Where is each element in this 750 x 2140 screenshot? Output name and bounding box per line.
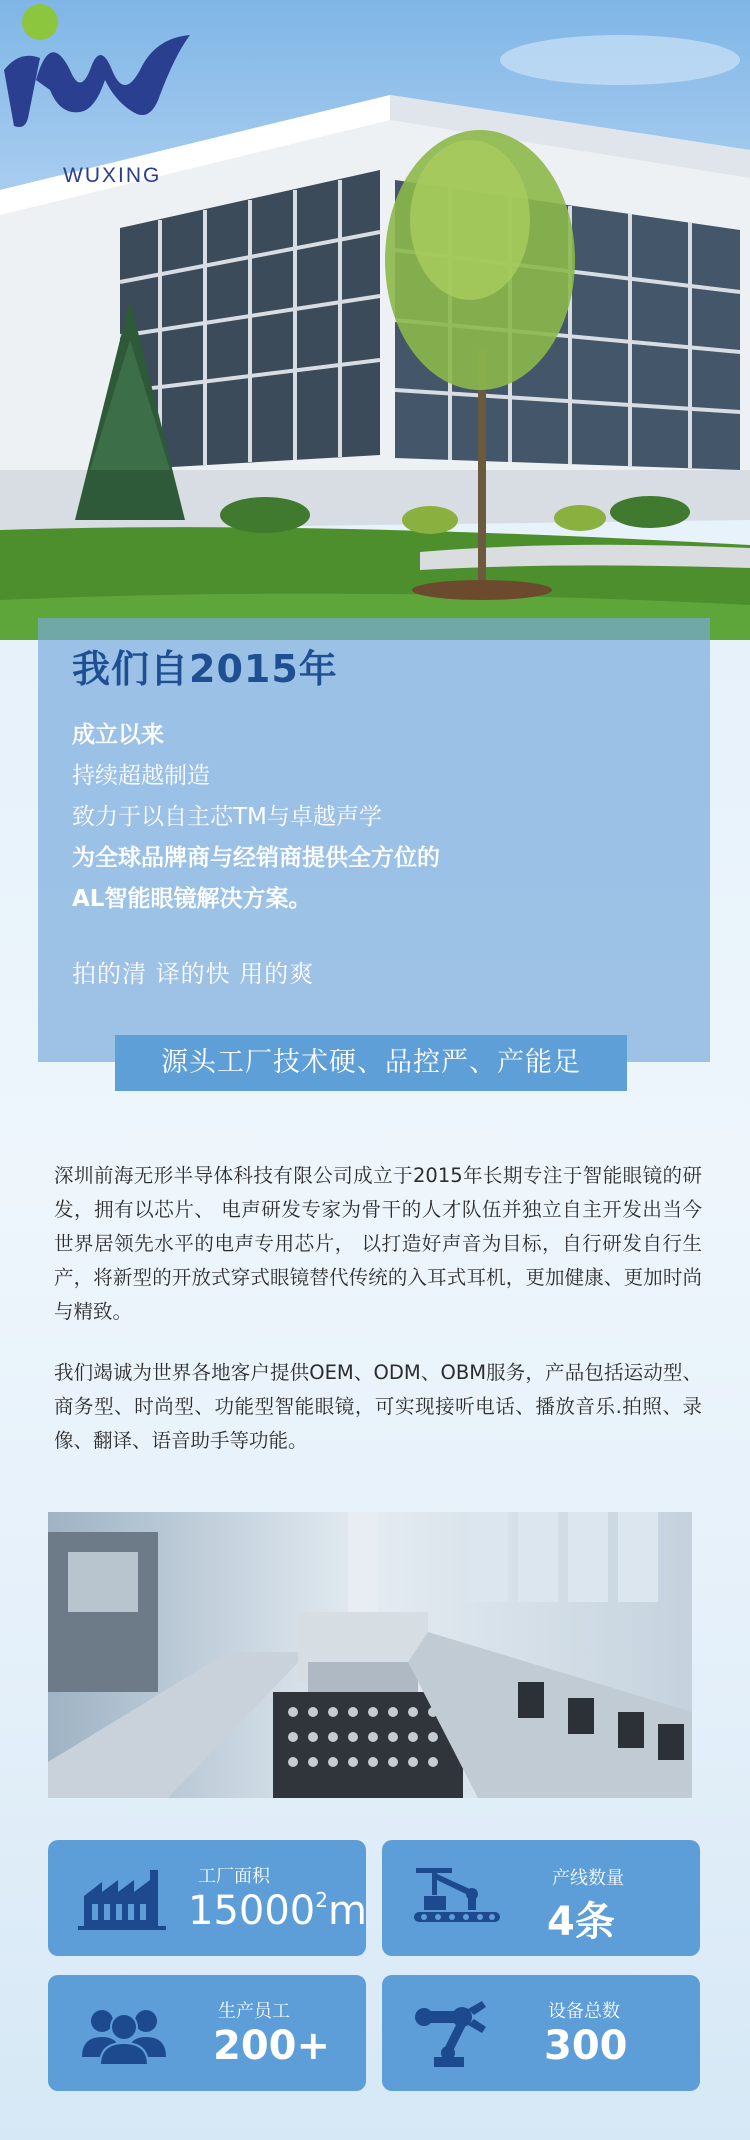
stat-value: 300: [544, 2023, 628, 2069]
factory-icon: [78, 1862, 170, 1934]
about-paragraph-2: 我们竭诚为世界各地客户提供OEM、ODM、OBM服务，产品包括运动型、商务型、时尚型、功能型智能眼镜，可实现接听电话、播放音乐.拍照、录像、翻译、语音助手等功能。: [54, 1361, 702, 1452]
intro-line: 持续超越制造: [72, 763, 210, 789]
robot-arm-icon: [412, 1997, 504, 2069]
stat-label: 生产员工: [218, 2001, 290, 2022]
stat-card-equipment: [382, 1975, 700, 2091]
production-line-icon: [412, 1862, 504, 1934]
stat-unit-sup: 2: [315, 1888, 328, 1912]
stat-card-factory-area: [48, 1840, 366, 1956]
wuxing-logo: [0, 0, 200, 160]
about-paragraph-1: 深圳前海无形半导体科技有限公司成立于2015年长期专注于智能眼镜的研发，拥有以芯片、 电声研发专家为骨干的人才队伍并独立自主开发出当今世界居领先水平的电声专用芯片， 以打造好声音为目标，自行研发自行生产，将新型的开放式穿式眼镜替代传统的入耳式耳机，更加健康、更加时尚与精致。: [54, 1164, 702, 1323]
intro-line: 为全球品牌商与经销商提供全方位的: [72, 845, 440, 871]
intro-line: 成立以来: [72, 722, 164, 748]
brand-name: WUXING: [63, 164, 162, 187]
factory-banner: 源头工厂技术硬、品控严、产能足: [115, 1035, 627, 1091]
stat-value-number: 15000: [188, 1888, 316, 1934]
stat-value: 4条: [547, 1899, 615, 1945]
hero-building-image: [0, 0, 750, 640]
stat-label: 工厂面积: [198, 1866, 270, 1887]
stat-value: 200+: [213, 2023, 331, 2069]
stat-card-production-lines: [382, 1840, 700, 1956]
intro-title: 我们自2015年: [72, 647, 338, 691]
intro-line: 致力于以自主芯TM与卓越声学: [72, 804, 382, 830]
production-line-illustration: [48, 1512, 692, 1798]
stat-unit: m: [327, 1888, 367, 1934]
staff-icon: [78, 1997, 170, 2069]
stat-label: 产线数量: [552, 1868, 624, 1889]
stat-value: [188, 1888, 367, 1934]
intro-lines: [72, 715, 440, 920]
intro-panel: [38, 618, 710, 1062]
stat-card-staff: [48, 1975, 366, 2091]
intro-line: AL智能眼镜解决方案。: [72, 886, 312, 912]
intro-slogan: 拍的清 译的快 用的爽: [72, 960, 315, 988]
production-line-photo: [48, 1512, 692, 1798]
stat-label: 设备总数: [548, 2001, 620, 2022]
